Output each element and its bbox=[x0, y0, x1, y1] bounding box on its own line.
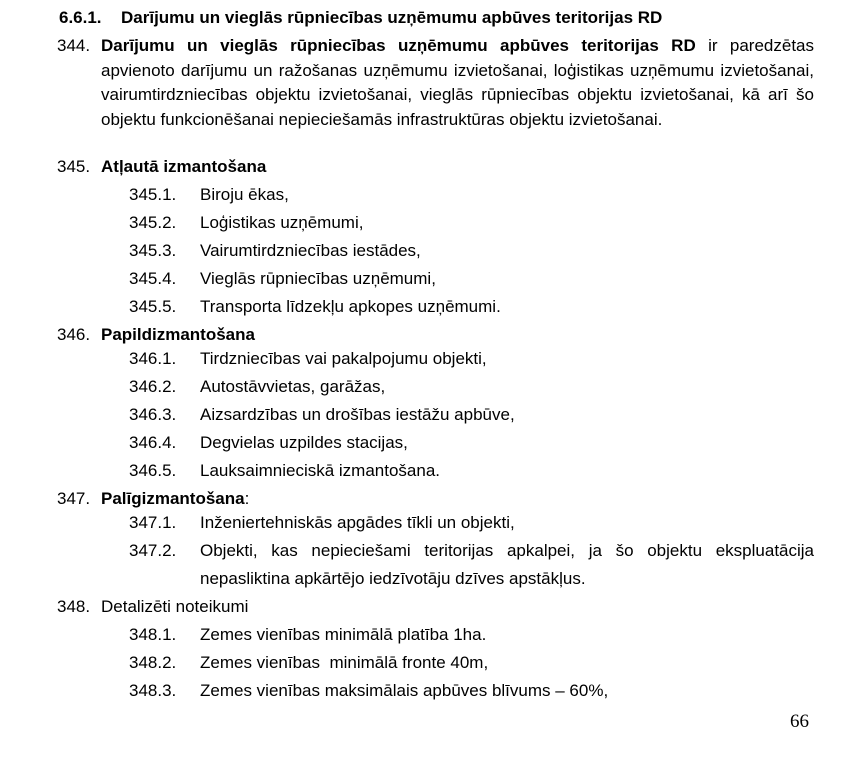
list-item bbox=[129, 513, 515, 533]
section-heading bbox=[59, 8, 662, 28]
list-item-number: 346.4. bbox=[129, 433, 177, 452]
section-number: 345. bbox=[57, 157, 91, 176]
section-title: Atļautā izmantošana bbox=[101, 157, 267, 176]
list-item-text: Tirdzniecības vai pakalpojumu objekti, bbox=[200, 349, 487, 368]
list-item bbox=[129, 461, 440, 481]
list-item-text: Aizsardzības un drošības iestāžu apbūve, bbox=[200, 405, 515, 424]
section-title: Palīgizmantošana bbox=[101, 489, 245, 508]
section-347-heading bbox=[57, 489, 249, 509]
list-item-text: Inženiertehniskās apgādes tīkli un objekti, bbox=[200, 513, 515, 532]
list-item bbox=[129, 241, 421, 261]
list-item-number: 345.3. bbox=[129, 241, 177, 260]
list-item-number: 346.5. bbox=[129, 461, 177, 480]
list-item-number: 348.3. bbox=[129, 681, 177, 700]
list-item-number: 346.3. bbox=[129, 405, 177, 424]
list-item-number: 348.1. bbox=[129, 625, 177, 644]
list-item bbox=[129, 213, 363, 233]
list-item bbox=[129, 185, 289, 205]
section-title: Papildizmantošana bbox=[101, 325, 255, 344]
list-item-number: 345.1. bbox=[129, 185, 177, 204]
list-item bbox=[129, 349, 487, 369]
list-item-text: Vieglās rūpniecības uzņēmumi, bbox=[200, 269, 436, 288]
paragraph-bold-lead: Darījumu un vieglās rūpniecības uzņēmumu apbūves teritorijas RD bbox=[101, 36, 696, 55]
list-item-text: Loģistikas uzņēmumi, bbox=[200, 213, 364, 232]
list-item bbox=[129, 405, 515, 425]
list-item-number: 347.1. bbox=[129, 513, 177, 532]
list-item-text: Lauksaimnieciskā izmantošana. bbox=[200, 461, 441, 480]
list-item-number: 346.1. bbox=[129, 349, 177, 368]
list-item bbox=[129, 297, 501, 317]
list-item-text: Zemes vienības minimālā fronte 40m, bbox=[200, 653, 489, 672]
section-348-heading bbox=[57, 597, 248, 617]
list-item-text: Autostāvvietas, garāžas, bbox=[200, 377, 386, 396]
list-item-text: Biroju ēkas, bbox=[200, 185, 289, 204]
list-item bbox=[129, 625, 486, 645]
paragraph-text: ir paredzētas apvienoto darījumu un ražošanas uzņēmumu izvietošanai, loģistikas uzņēmumu izvietošanai, vairumtirdzniecības objektu izvietošanai, vieglās rūpniecības objektu izvietošanai, kā arī šo objektu funkcionēšanai nepieciešamās infrastruktūras objektu izvietošanai. bbox=[101, 36, 814, 129]
page-number: 66 bbox=[790, 711, 809, 732]
list-item-text: Vairumtirdzniecības iestādes, bbox=[200, 241, 421, 260]
paragraph-number: 344. bbox=[57, 36, 91, 55]
section-number: 347. bbox=[57, 489, 91, 508]
section-345-heading bbox=[57, 157, 266, 177]
list-item-number: 345.4. bbox=[129, 269, 177, 288]
list-item bbox=[129, 377, 385, 397]
list-item-number: 348.2. bbox=[129, 653, 177, 672]
section-number: 348. bbox=[57, 597, 91, 616]
section-heading-title: Darījumu un vieglās rūpniecības uzņēmumu apbūves teritorijas RD bbox=[121, 8, 663, 27]
list-item-text: Zemes vienības minimālā platība 1ha. bbox=[200, 625, 487, 644]
list-item-text: Degvielas uzpildes stacijas, bbox=[200, 433, 408, 452]
list-item bbox=[129, 653, 488, 673]
list-item-text: Transporta līdzekļu apkopes uzņēmumi. bbox=[200, 297, 501, 316]
paragraph-344 bbox=[57, 34, 814, 132]
list-item-text: Objekti, kas nepieciešami teritorijas apkalpei, ja šo objektu ekspluatācija nepasliktina apkārtējo iedzīvotāju dzīves apstākļus. bbox=[200, 541, 814, 588]
section-number: 346. bbox=[57, 325, 91, 344]
section-title-suffix: : bbox=[244, 489, 250, 508]
list-item bbox=[129, 537, 814, 593]
section-heading-number: 6.6.1. bbox=[59, 8, 102, 27]
list-item bbox=[129, 433, 408, 453]
list-item-number: 346.2. bbox=[129, 377, 177, 396]
section-title: Detalizēti noteikumi bbox=[101, 597, 249, 616]
paragraph-body bbox=[101, 34, 814, 132]
list-item-text: Zemes vienības maksimālais apbūves blīvums – 60%, bbox=[200, 681, 609, 700]
section-346-heading bbox=[57, 325, 255, 345]
list-item-number: 347.2. bbox=[129, 541, 177, 560]
list-item bbox=[129, 269, 436, 289]
list-item-number: 345.5. bbox=[129, 297, 177, 316]
list-item bbox=[129, 681, 608, 701]
list-item-number: 345.2. bbox=[129, 213, 177, 232]
